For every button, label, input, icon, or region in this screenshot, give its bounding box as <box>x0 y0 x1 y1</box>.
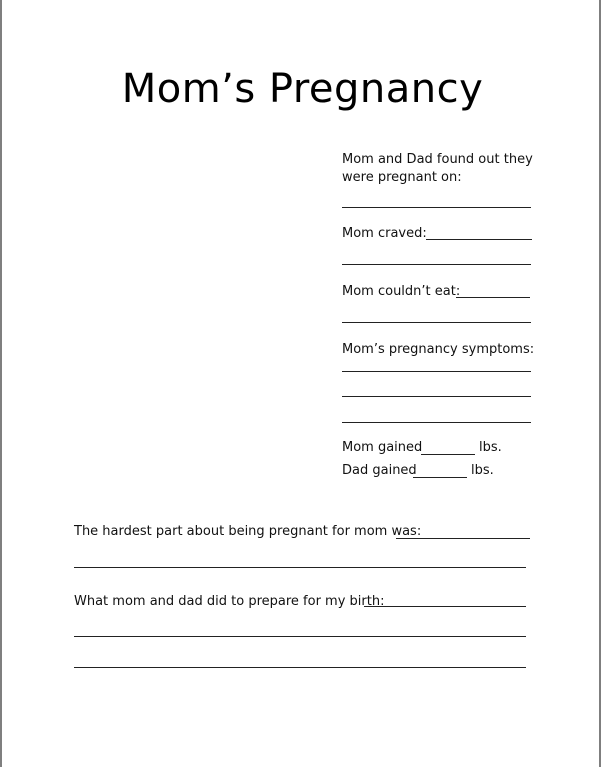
mom-gained-unit: lbs. <box>479 440 502 455</box>
mom-gained-blank[interactable] <box>421 454 475 455</box>
hardest-part-blank-inline[interactable] <box>396 538 530 539</box>
found-out-label-line2: were pregnant on: <box>342 170 462 185</box>
hardest-part-label: The hardest part about being pregnant for mom was: <box>74 524 422 539</box>
symptoms-blank-3[interactable] <box>342 422 531 423</box>
craved-blank-inline[interactable] <box>426 239 532 240</box>
dad-gained-blank[interactable] <box>413 477 467 478</box>
found-out-label-line1: Mom and Dad found out they <box>342 152 533 167</box>
mom-gained-label: Mom gained <box>342 440 423 455</box>
hardest-part-blank[interactable] <box>74 567 526 568</box>
symptoms-label: Mom’s pregnancy symptoms: <box>342 342 535 357</box>
prepare-blank-inline[interactable] <box>364 606 526 607</box>
page-title: Mom’s Pregnancy <box>121 66 484 112</box>
symptoms-blank-1[interactable] <box>342 371 531 372</box>
couldnt-eat-label: Mom couldn’t eat: <box>342 284 461 299</box>
dad-gained-unit: lbs. <box>471 463 494 478</box>
prepare-blank-1[interactable] <box>74 636 526 637</box>
dad-gained-label: Dad gained <box>342 463 417 478</box>
symptoms-blank-2[interactable] <box>342 396 531 397</box>
couldnt-eat-blank-inline[interactable] <box>456 297 530 298</box>
craved-blank[interactable] <box>342 264 531 265</box>
craved-label: Mom craved: <box>342 226 427 241</box>
couldnt-eat-blank[interactable] <box>342 322 531 323</box>
prepare-blank-2[interactable] <box>74 667 526 668</box>
found-out-blank[interactable] <box>342 207 531 208</box>
prepare-label: What mom and dad did to prepare for my birth: <box>74 594 385 609</box>
